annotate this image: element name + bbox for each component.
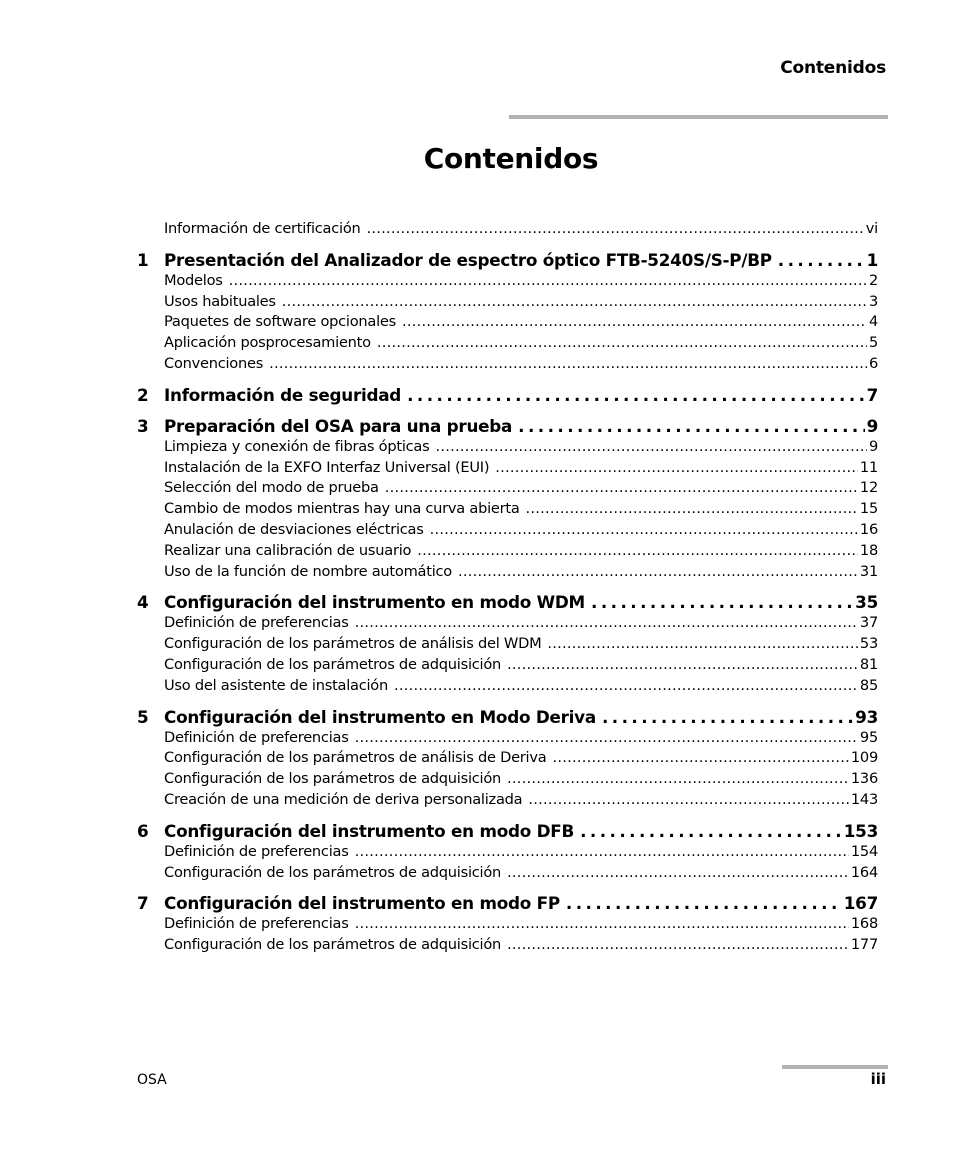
toc-page-number: 81: [859, 655, 878, 673]
toc-entry-label: Creación de una medición de deriva personalizada: [164, 790, 523, 808]
toc-section-entry[interactable]: [137, 863, 878, 884]
toc-chapter-entry[interactable]: [137, 820, 878, 842]
toc-entry-label: Instalación de la EXFO Interfaz Universal (EUI): [164, 458, 490, 476]
toc-entry-label: Definición de preferencias: [164, 842, 349, 860]
toc-dot-leader: [495, 458, 858, 479]
footer-rule: [782, 1065, 888, 1069]
toc-section-entry[interactable]: [137, 748, 878, 769]
toc-dot-leader: [507, 769, 849, 790]
toc-dot-leader: [269, 354, 867, 375]
toc-page-number: 4: [868, 313, 878, 331]
toc-page-number: 2: [868, 271, 878, 289]
toc-entry-label: Configuración de los parámetros de adquisición: [164, 770, 502, 788]
toc-page-number: 18: [859, 541, 878, 559]
page-title: Contenidos: [423, 142, 599, 175]
toc-page-number: vi: [865, 220, 878, 237]
toc-page-number: 109: [850, 749, 878, 767]
toc-section-entry[interactable]: [137, 655, 878, 676]
running-header-title: Contenidos: [780, 58, 886, 78]
toc-page-number: 5: [868, 334, 878, 352]
toc-section-entry[interactable]: [137, 676, 878, 697]
toc-section-entry[interactable]: [137, 613, 878, 634]
header-rule: [509, 115, 888, 119]
toc-dot-leader: [407, 384, 864, 406]
toc-dot-leader: [552, 748, 848, 769]
toc-chapter-entry[interactable]: [137, 892, 878, 914]
toc-dot-leader: [778, 249, 865, 271]
toc-dot-leader: [507, 935, 849, 956]
toc-section-entry[interactable]: [137, 499, 878, 520]
toc-chapter-number: 7: [137, 893, 149, 914]
toc-dot-leader: [507, 655, 858, 676]
toc-section-entry[interactable]: [137, 271, 878, 292]
toc-chapter-number: 3: [137, 415, 149, 436]
toc-entry-label: Configuración del instrumento en Modo Deriva: [164, 706, 596, 727]
toc-chapter-number: 5: [137, 706, 149, 727]
toc-dot-leader: [547, 634, 858, 655]
toc-dot-leader: [417, 541, 858, 562]
toc-page-number: 3: [868, 292, 878, 310]
toc-entry-label: Configuración del instrumento en modo FP: [164, 893, 560, 914]
toc-page-number: 16: [859, 520, 878, 538]
toc-entry-label: Aplicación posprocesamiento: [164, 334, 371, 352]
toc-page-number: 168: [850, 915, 878, 933]
toc-dot-leader: [377, 333, 867, 354]
toc-dot-leader: [355, 613, 858, 634]
toc-page-number: 9: [866, 415, 878, 436]
toc-chapter-entry[interactable]: [137, 415, 878, 437]
toc-page-number: 31: [859, 562, 878, 580]
toc-section-entry[interactable]: [137, 333, 878, 354]
toc-section-entry[interactable]: [137, 790, 878, 811]
toc-entry-label: Presentación del Analizador de espectro óptico FTB-5240S/S-P/BP: [164, 249, 772, 270]
toc-entry-label: Usos habituales: [164, 292, 276, 310]
toc-page-number: 15: [859, 500, 878, 518]
toc-chapter-number: 2: [137, 384, 149, 405]
toc-dot-leader: [355, 914, 849, 935]
toc-dot-leader: [430, 520, 858, 541]
toc-dot-leader: [229, 271, 867, 292]
footer-document-name: OSA: [137, 1072, 167, 1088]
toc-page-number: 95: [859, 728, 878, 746]
toc-section-entry[interactable]: [137, 541, 878, 562]
toc-dot-leader: [402, 312, 867, 333]
toc-entry-label: Configuración de los parámetros de análisis de Deriva: [164, 749, 547, 767]
toc-dot-leader: [367, 219, 864, 240]
toc-dot-leader: [518, 415, 864, 437]
toc-section-entry[interactable]: [137, 914, 878, 935]
toc-section-entry[interactable]: [137, 769, 878, 790]
toc-entry-label: Uso del asistente de instalación: [164, 676, 388, 694]
toc-entry-label: Convenciones: [164, 354, 264, 372]
table-of-contents: [137, 219, 878, 956]
toc-page-number: 7: [866, 384, 878, 405]
toc-page-number: 153: [843, 820, 878, 841]
toc-dot-leader: [394, 676, 858, 697]
toc-page-number: 35: [855, 592, 878, 613]
toc-entry-label: Configuración de los parámetros de adquisición: [164, 936, 502, 954]
toc-entry-label: Configuración del instrumento en modo WDM: [164, 592, 586, 613]
toc-chapter-entry[interactable]: [137, 706, 878, 728]
toc-page-number: 6: [868, 354, 878, 372]
toc-chapter-number: 6: [137, 820, 149, 841]
toc-entry-label: Definición de preferencias: [164, 614, 349, 632]
toc-chapter-number: 1: [137, 249, 149, 270]
toc-entry-label: Modelos: [164, 271, 223, 289]
toc-page-number: 154: [850, 842, 878, 860]
toc-page-number: 37: [859, 614, 878, 632]
toc-section-entry[interactable]: [137, 354, 878, 375]
toc-entry-label: Configuración de los parámetros de análisis del WDM: [164, 635, 542, 653]
toc-section-entry[interactable]: [137, 437, 878, 458]
toc-chapter-entry[interactable]: [137, 384, 878, 406]
toc-entry-label: Preparación del OSA para una prueba: [164, 415, 513, 436]
toc-section-entry[interactable]: [137, 312, 878, 333]
toc-entry-label: Limpieza y conexión de fibras ópticas: [164, 437, 430, 455]
toc-page-number: 11: [859, 458, 878, 476]
toc-section-entry[interactable]: [137, 458, 878, 479]
toc-entry-label: Selección del modo de prueba: [164, 479, 379, 497]
toc-section-entry[interactable]: [137, 478, 878, 499]
toc-dot-leader: [566, 892, 842, 914]
toc-dot-leader: [458, 562, 858, 583]
toc-page-number: 93: [855, 706, 878, 727]
toc-section-entry[interactable]: [137, 219, 878, 240]
toc-entry-label: Información de seguridad: [164, 384, 402, 405]
toc-dot-leader: [526, 499, 858, 520]
toc-dot-leader: [528, 790, 849, 811]
toc-section-entry[interactable]: [137, 634, 878, 655]
toc-entry-label: Información de certificación: [164, 220, 361, 237]
toc-page-number: 53: [859, 635, 878, 653]
toc-chapter-entry[interactable]: [137, 249, 878, 271]
toc-entry-label: Cambio de modos mientras hay una curva abierta: [164, 500, 520, 518]
toc-chapter-number: 4: [137, 592, 149, 613]
toc-page-number: 136: [850, 770, 878, 788]
toc-page-number: 85: [859, 676, 878, 694]
toc-section-entry[interactable]: [137, 520, 878, 541]
toc-dot-leader: [602, 706, 853, 728]
toc-section-entry[interactable]: [137, 842, 878, 863]
footer-page-number: iii: [870, 1070, 886, 1088]
toc-page-number: 143: [850, 790, 878, 808]
toc-dot-leader: [580, 820, 842, 842]
toc-entry-label: Realizar una calibración de usuario: [164, 541, 412, 559]
toc-entry-label: Configuración de los parámetros de adquisición: [164, 655, 502, 673]
toc-dot-leader: [355, 842, 849, 863]
toc-page-number: 167: [843, 893, 878, 914]
toc-dot-leader: [591, 591, 853, 613]
toc-entry-label: Configuración de los parámetros de adquisición: [164, 863, 502, 881]
toc-dot-leader: [355, 728, 858, 749]
toc-page-number: 1: [866, 249, 878, 270]
toc-dot-leader: [435, 437, 866, 458]
toc-entry-label: Anulación de desviaciones eléctricas: [164, 520, 424, 538]
toc-page-number: 177: [850, 936, 878, 954]
toc-entry-label: Uso de la función de nombre automático: [164, 562, 452, 580]
toc-page-number: 164: [850, 863, 878, 881]
toc-section-entry[interactable]: [137, 935, 878, 956]
toc-page-number: 9: [868, 437, 878, 455]
toc-dot-leader: [282, 292, 867, 313]
toc-dot-leader: [507, 863, 849, 884]
toc-section-entry[interactable]: [137, 728, 878, 749]
toc-entry-label: Definición de preferencias: [164, 728, 349, 746]
toc-section-entry[interactable]: [137, 562, 878, 583]
toc-entry-label: Paquetes de software opcionales: [164, 313, 396, 331]
toc-section-entry[interactable]: [137, 292, 878, 313]
toc-dot-leader: [385, 478, 858, 499]
toc-entry-label: Definición de preferencias: [164, 915, 349, 933]
toc-chapter-entry[interactable]: [137, 591, 878, 613]
toc-page-number: 12: [859, 479, 878, 497]
toc-entry-label: Configuración del instrumento en modo DFB: [164, 820, 575, 841]
